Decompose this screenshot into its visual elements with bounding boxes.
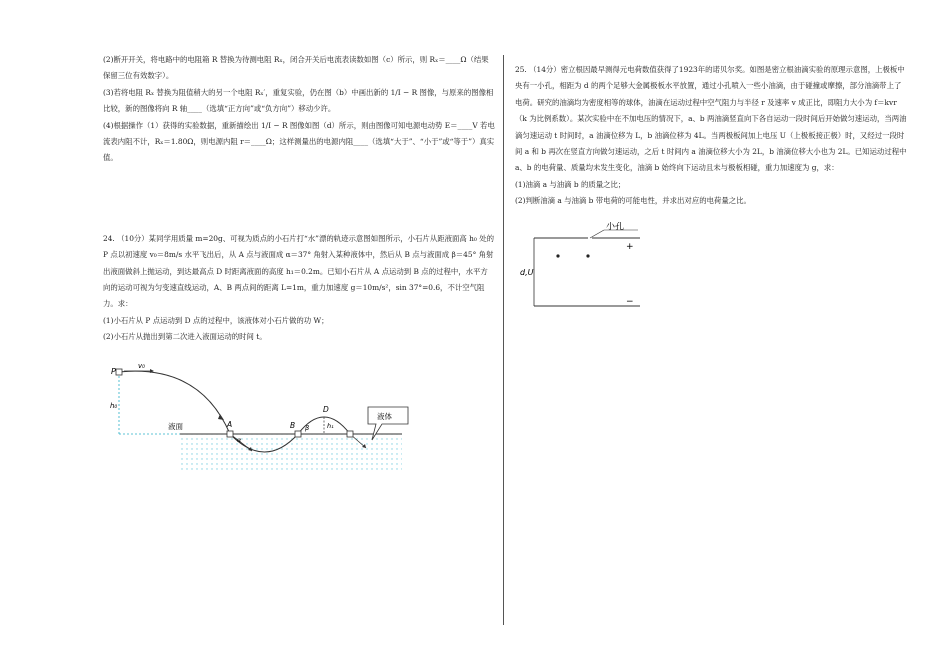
label-liquid-surface: 液面 [168,422,183,431]
question-23-part-2: (2)断开开关，将电路中的电阻箱 R 替换为待测电阻 Rₓ，闭合开关后电流表读数如图（c）所示，则 Rₓ＝____Ω（结果保留三位有效数字）。 [103,55,489,81]
label-b: B [290,421,296,430]
trajectory-arrow [218,414,224,420]
point-b-marker [295,431,301,437]
question-25-sub-1: (1)油滴 a 与油滴 b 的质量之比； [515,179,626,189]
label-d-u: d,U [520,268,534,277]
question-23-part-3: (3)若将电阻 Rₓ 替换为阻值稍大的另一个电阻 Rₓ′，重复实验，仍在图（b）中画出新的 1/I − R 图像，与原来的图像相比较，新的图像将向 R 轴____（选填“正方向”或“负方向”）移动少许。 [103,87,494,114]
question-24-sub-2: (2)小石片从抛出到第二次进入液面运动的时间 t。 [103,332,267,342]
left-column [103,52,495,346]
label-hole: 小孔 [606,222,625,232]
label-a: A [227,420,233,429]
skipping-stone-figure [110,362,410,474]
label-minus: − [626,297,634,307]
label-liquid: 液体 [377,412,392,421]
oil-drop-a [556,254,559,257]
liquid-region [180,434,402,472]
label-beta: β [305,424,310,432]
label-alpha: α [237,436,242,444]
oil-drop-b [586,254,589,257]
question-25-sub-2: (2)判断油滴 a 与油滴 b 带电荷的可能电性，并求出对应的电荷量之比。 [515,196,751,206]
label-d: D [323,405,329,414]
millikan-oil-drop-figure [520,222,645,318]
point-a-marker [227,431,233,437]
label-plus: + [626,242,634,252]
question-23-part-4: (4)根据操作（1）获得的实验数据，重新描绘出 1/I − R 图像如图（d）所示，则由图像可知电源电动势 E＝____V 若电流表内阻不计，Rₓ＝1.80Ω，则电源内阻 r＝____Ω；这样测量出的电源内阻____（选填“大于”、“小于”或“等于”）真实值。 [103,120,495,163]
label-h1: h₁ [327,422,334,430]
question-24-sub-1: (1)小石片从 P 点运动到 D 点的过程中，该液体对小石片做的功 W； [103,315,329,325]
label-h0: h₀ [110,402,118,410]
spacer [103,167,495,231]
question-24-stem: 24. （10分）某同学用质量 m=20g、可视为质点的小石片打“水”漂的轨迹示意图如图所示，小石片从距液面高 h₀ 处的 P 点以初速度 v₀＝8m/s 水平飞出后，从 A 点与液面成 α＝37° 角射入某种液体中，然后从 B 点与液面成 β＝45° 角射出液面做斜上抛运动，到达最高点 D 时距离液面的高度 h₁＝0.2m。已知小石片从 A 点运动到 B 点的过程中，水平方向的运动可视为匀变速直线运动，A、B 两点间的距离 L=1m，重力加速度 g＝10m/s²，sin 37°=0.6，不计空气阻力。求： [103,233,494,309]
label-v0: v₀ [138,362,145,370]
hole-pointer [590,230,604,238]
label-p: P [111,367,116,376]
right-column [515,62,907,210]
question-25-stem: 25. （14分）密立根因最早测得元电荷数值获得了1923年的诺贝尔奖。如图是密立根油滴实验的原理示意图，上极板中央有一小孔，相距为 d 的两个足够大金属极板水平放置，通过小孔喷入一些小油滴，由于碰撞或摩擦，部分油滴带上了电荷。研究的油滴均为密度相等的球体，油滴在运动过程中空气阻力与半径 r 及速率 v 成正比，即阻力大小为 f＝kvr（k 为比例系数）。某次实验中在不加电压的情况下，a、b 两油滴竖直向下各自运动一段时间后开始做匀速运动，当两油滴匀速运动 t 时间时，a 油滴位移为 L，b 油滴位移为 4L。当两极板间加上电压 U（上极板接正极）时，又经过一段时间 a 和 b 再次在竖直方向做匀速运动，之后 t 时间内 a 油滴位移大小为 2L，b 油滴位移大小也为 2L。已知运动过程中 a、b 的电荷量、质量均未发生变化，油滴 b 始终向下运动且未与极板相碰，重力加速度为 g，求： [515,65,907,173]
second-entry-marker [347,431,353,437]
point-p-marker [116,369,122,375]
column-divider [503,55,504,625]
